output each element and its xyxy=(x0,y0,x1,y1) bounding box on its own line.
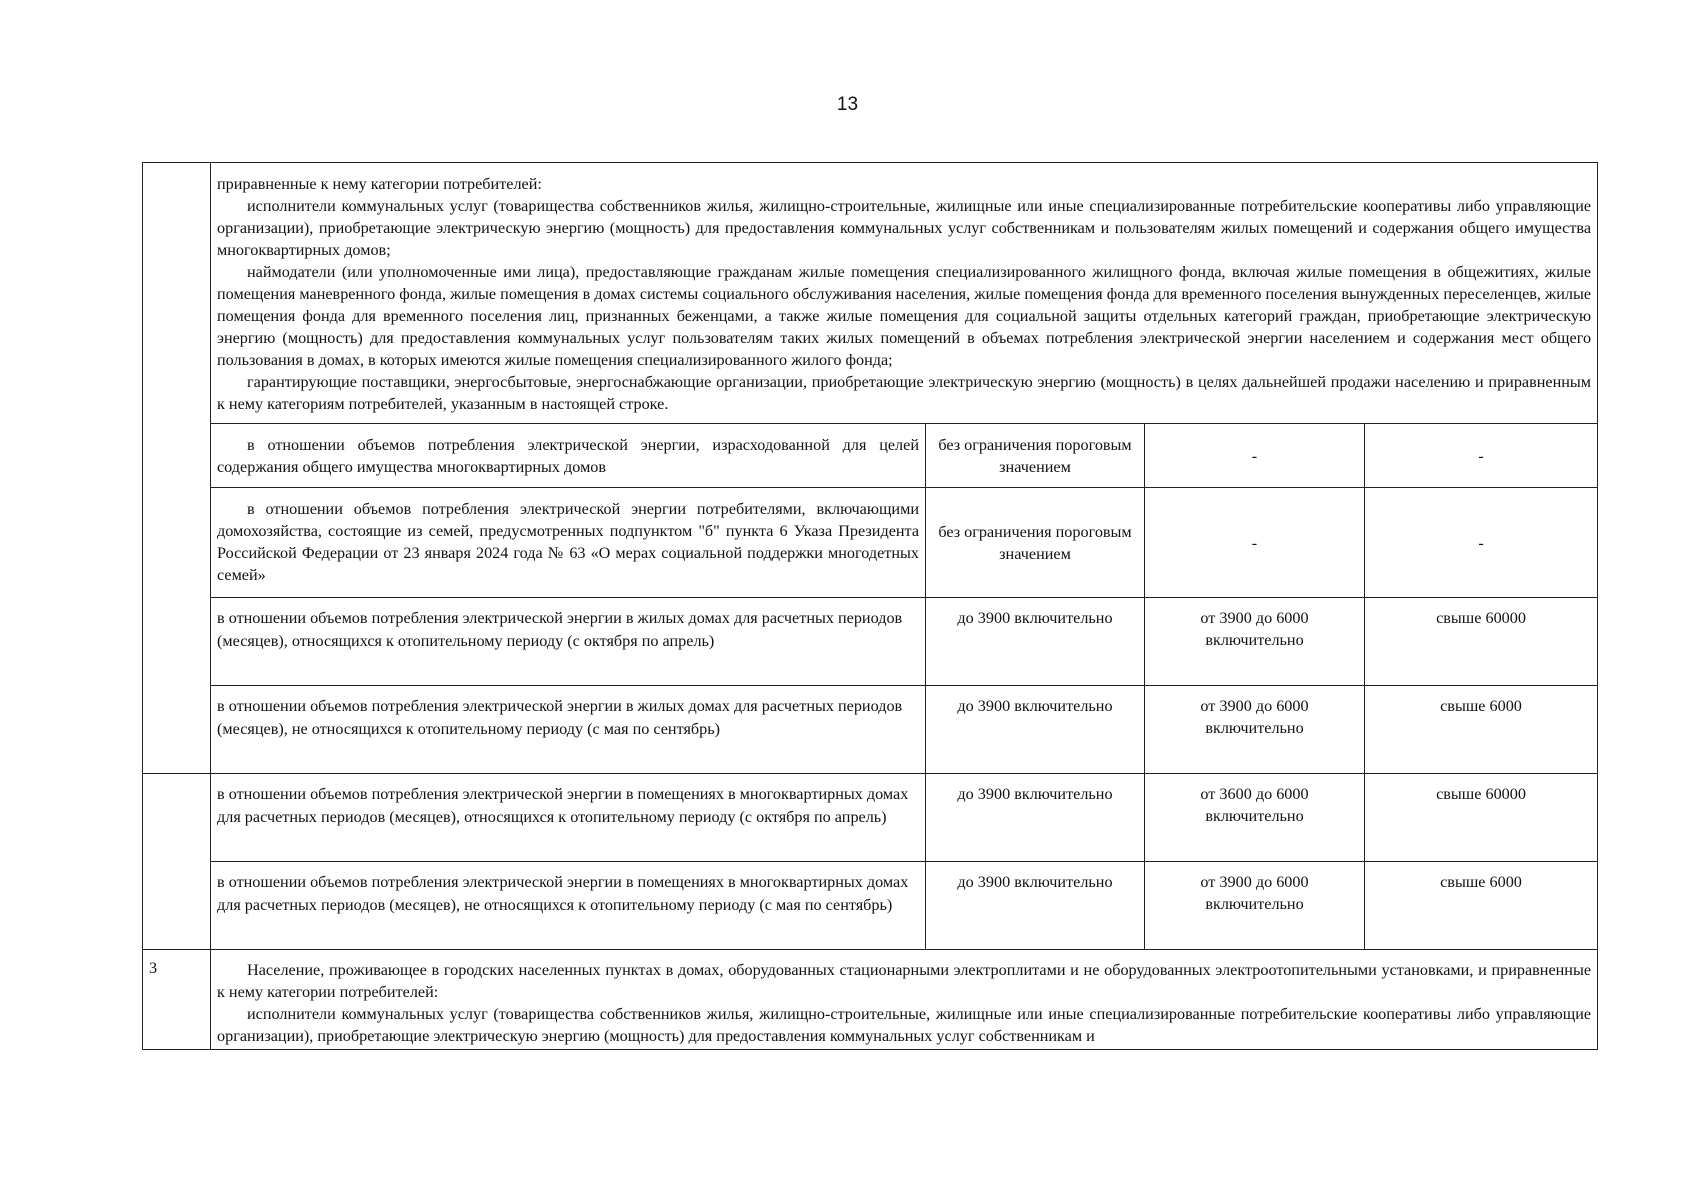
row-description: в отношении объемов потребления электрической энергии в жилых домах для расчетных периодов (месяцев), не относящихся к отопительному периоду (с мая по сентябрь) xyxy=(211,686,926,774)
tier1-value: до 3900 включительно xyxy=(926,686,1145,774)
tier1-value: без ограничения пороговым значением xyxy=(926,424,1145,488)
tier1-value: до 3900 включительно xyxy=(926,774,1145,862)
row-number-cell xyxy=(143,774,211,950)
section-3-cell xyxy=(211,950,1598,1050)
tier2-value: - xyxy=(1145,488,1365,598)
tier1-value: без ограничения пороговым значением xyxy=(926,488,1145,598)
page-number: 13 xyxy=(836,94,859,115)
tier3-value: свыше 6000 xyxy=(1365,862,1598,950)
tier3-value: свыше 6000 xyxy=(1365,686,1598,774)
tier1-value: до 3900 включительно xyxy=(926,598,1145,686)
tier2-value: от 3900 до 6000 включительно xyxy=(1145,598,1365,686)
table-row xyxy=(143,862,1598,950)
row-description: в отношении объемов потребления электрической энергии, израсходованной для целей содержания общего имущества многоквартирных домов xyxy=(211,424,926,488)
tier2-value: от 3900 до 6000 включительно xyxy=(1145,686,1365,774)
tier3-value: свыше 60000 xyxy=(1365,774,1598,862)
intro-paragraph: наймодатели (или уполномоченные ими лица), предоставляющие гражданам жилые помещения специализированного жилищного фонда, включая жилые помещения в общежитиях, жилые помещения маневренного фонда, жилые помещения в домах системы социального обслуживания населения, жилые помещения фонда для временного поселения вынужденных переселенцев, жилые помещения фонда для временного поселения лиц, признанных беженцами, а также жилые помещения для социальной защиты отдельных категорий граждан, приобретающие электрическую энергию (мощность) для предоставления коммунальных услуг пользователям таких жилых помещений в объемах потребления электрической энергии населением и содержания мест общего пользования в домах, в которых имеются жилые помещения специализированного жилого фонда; xyxy=(217,263,1592,369)
row-description: в отношении объемов потребления электрической энергии в помещениях в многоквартирных домах для расчетных периодов (месяцев), относящихся к отопительному периоду (с октября по апрель) xyxy=(211,774,926,862)
row-description: в отношении объемов потребления электрической энергии в жилых домах для расчетных периодов (месяцев), относящихся к отопительному периоду (с октября по апрель) xyxy=(211,598,926,686)
row-description: в отношении объемов потребления электрической энергии в помещениях в многоквартирных домах для расчетных периодов (месяцев), не относящихся к отопительному периоду (с мая по сентябрь) xyxy=(211,862,926,950)
row-description: в отношении объемов потребления электрической энергии потребителями, включающими домохозяйства, состоящие из семей, предусмотренных подпунктом "б" пункта 6 Указа Президента Российской Федерации от 23 января 2024 года № 63 «О мерах социальной поддержки многодетных семей» xyxy=(211,488,926,598)
intro-paragraph: приравненные к нему категории потребителей: xyxy=(217,175,542,193)
tier2-value: от 3600 до 6000 включительно xyxy=(1145,774,1365,862)
table-row xyxy=(143,488,1598,598)
tier2-value: от 3900 до 6000 включительно xyxy=(1145,862,1365,950)
table-row xyxy=(143,774,1598,862)
table-row-section-3 xyxy=(143,950,1598,1050)
intro-paragraph: гарантирующие поставщики, энергосбытовые, энергоснабжающие организации, приобретающие электрическую энергию (мощность) в целях дальнейшей продажи населению и приравненным к нему категориям потребителей, указанным в настоящей строке. xyxy=(217,373,1592,413)
section-number: 3 xyxy=(143,950,211,1050)
intro-cell xyxy=(211,163,1598,424)
tier1-value: до 3900 включительно xyxy=(926,862,1145,950)
tier2-value: - xyxy=(1145,424,1365,488)
table-row-intro xyxy=(143,163,1598,424)
tier3-value: - xyxy=(1365,424,1598,488)
table-row xyxy=(143,686,1598,774)
section-paragraph: исполнители коммунальных услуг (товарищества собственников жилья, жилищно-строительные, жилищные или иные специализированные потребительские кооперативы либо управляющие организации), приобретающие электрическую энергию (мощность) для предоставления коммунальных услуг собственникам и xyxy=(217,1005,1592,1045)
section-paragraph: Население, проживающее в городских населенных пунктах в домах, оборудованных стационарными электроплитами и не оборудованных электроотопительными установками, и приравненные к нему категории потребителей: xyxy=(217,961,1592,1001)
tariff-table xyxy=(142,162,1598,1050)
intro-paragraph: исполнители коммунальных услуг (товарищества собственников жилья, жилищно-строительные, жилищные или иные специализированные потребительские кооперативы либо управляющие организации), приобретающие электрическую энергию (мощность) для предоставления коммунальных услуг собственникам и пользователям жилых помещений и содержания общего имущества многоквартирных домов; xyxy=(217,197,1592,259)
table-row xyxy=(143,424,1598,488)
row-number-cell xyxy=(143,163,211,774)
tier3-value: свыше 60000 xyxy=(1365,598,1598,686)
table-row xyxy=(143,598,1598,686)
tier3-value: - xyxy=(1365,488,1598,598)
